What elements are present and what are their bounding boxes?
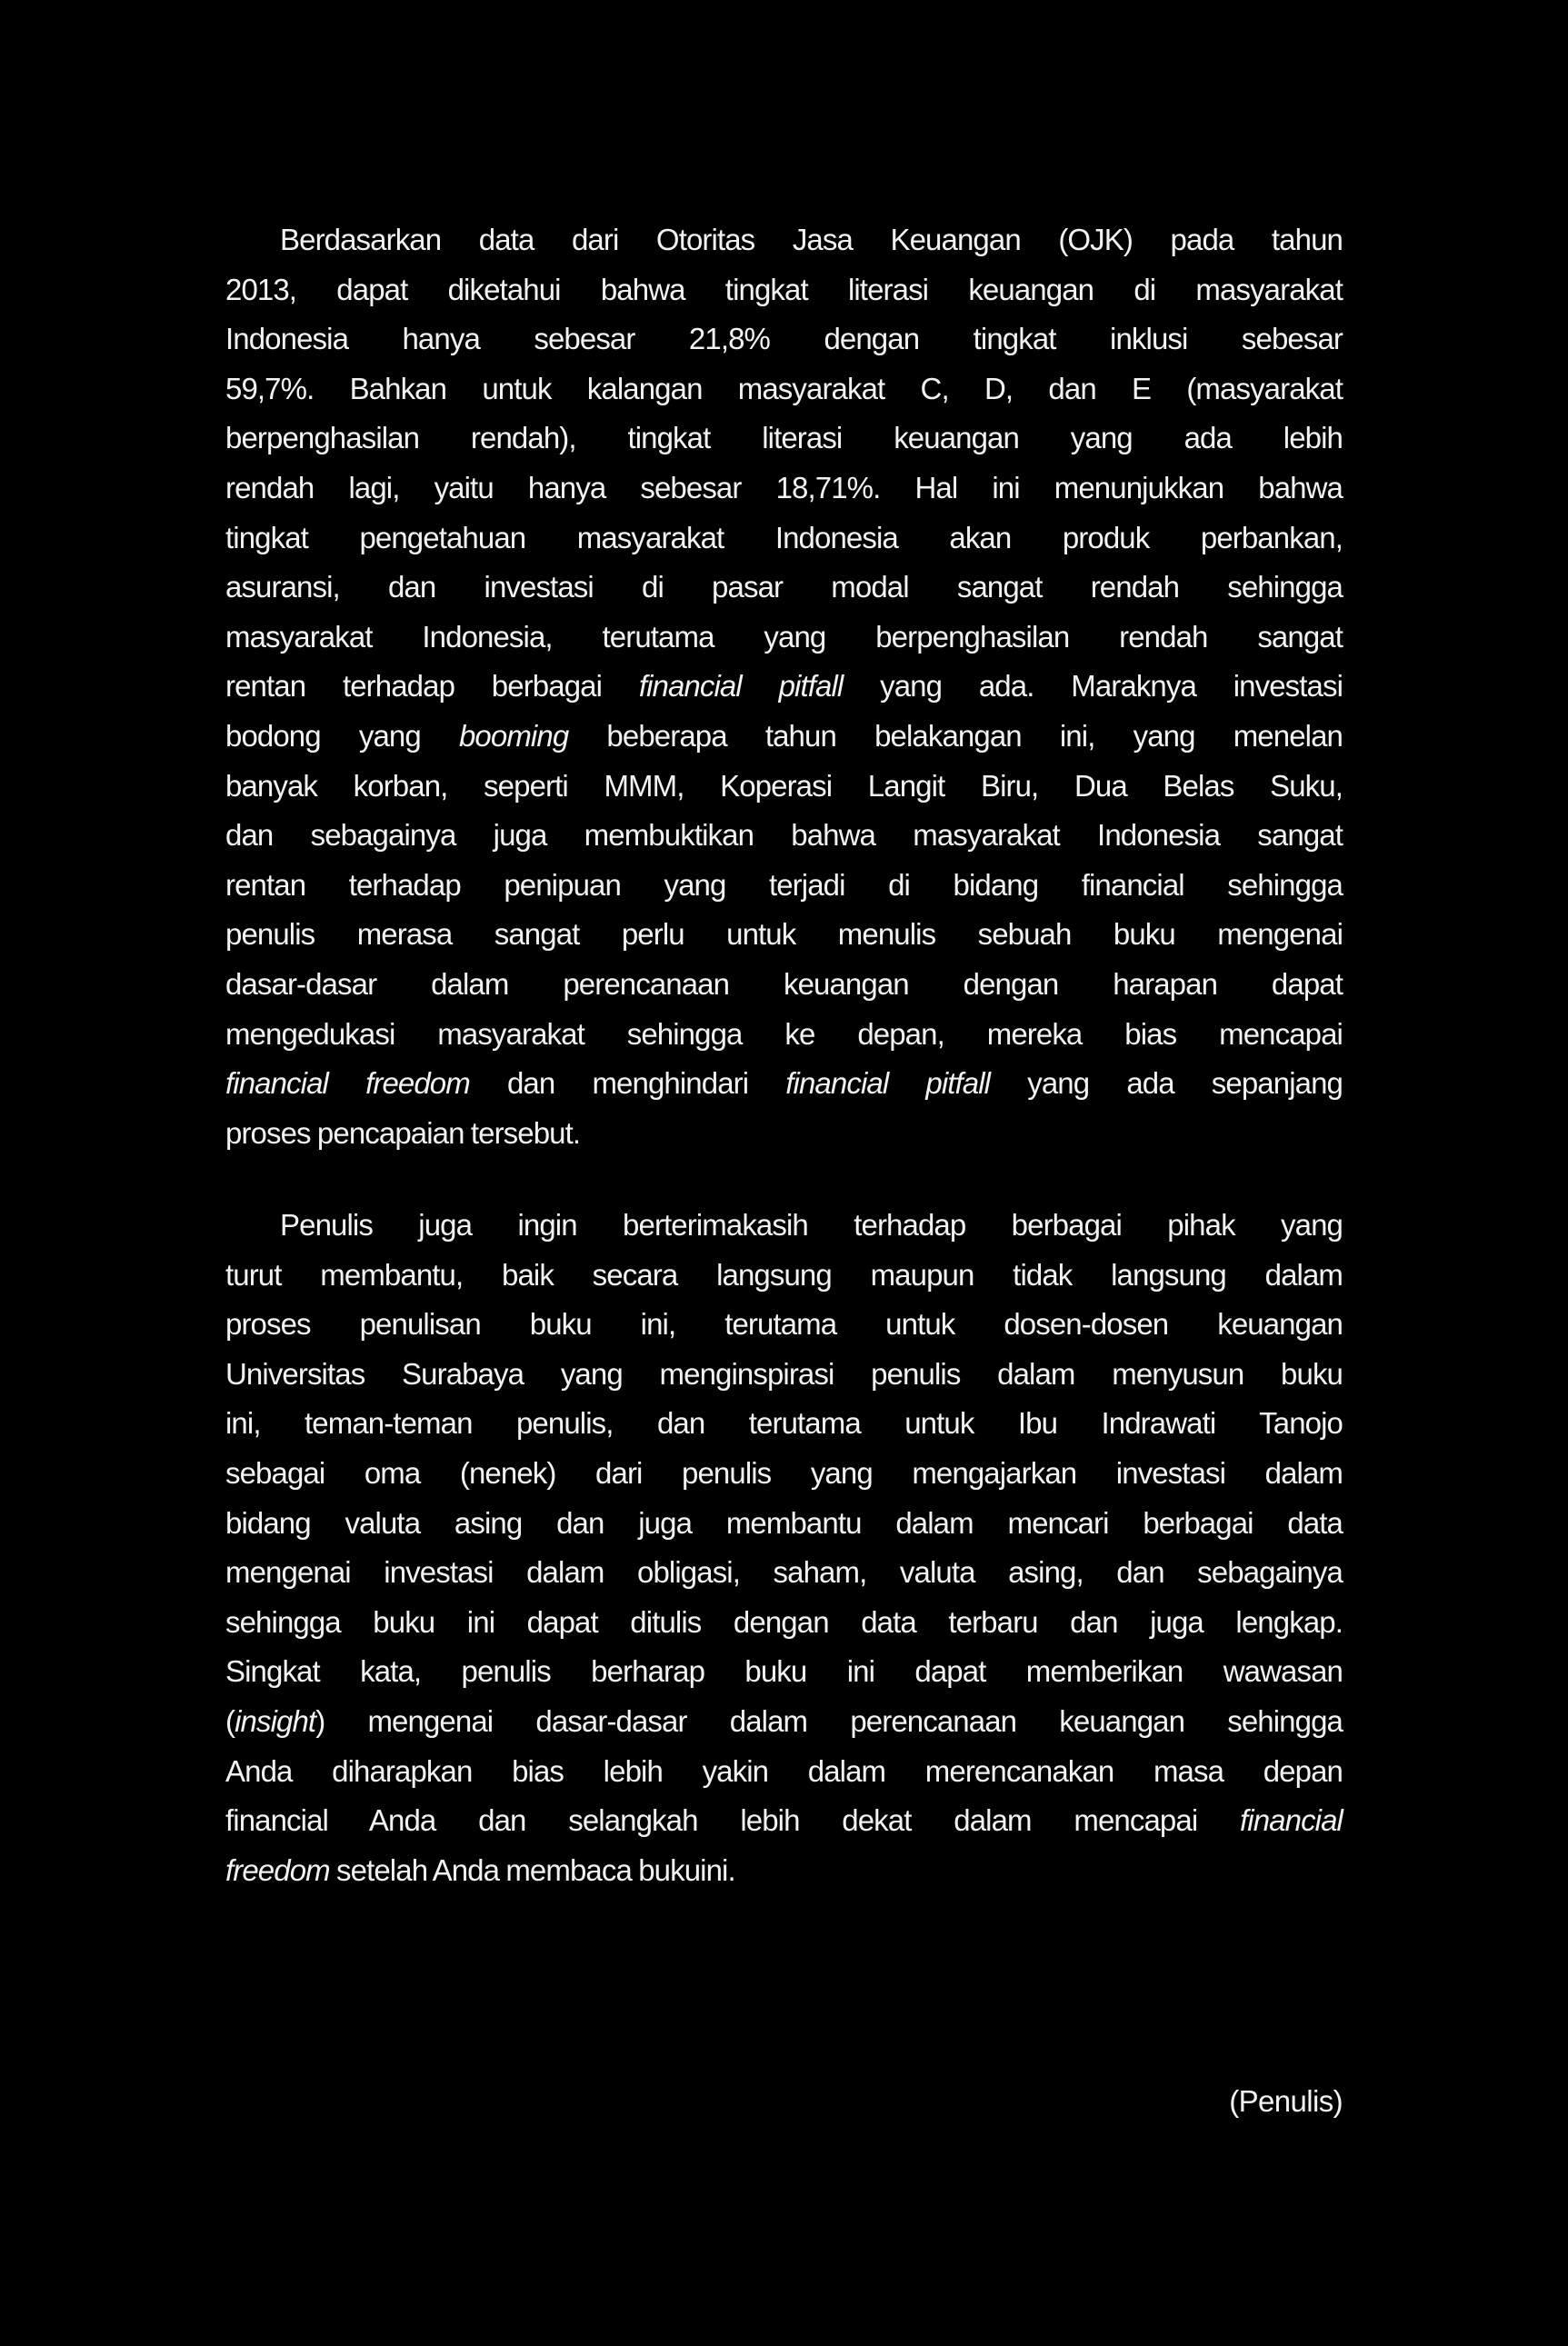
text-line: dasar-dasar dalam perencanaan keuangan dengan harapan dapat bbox=[225, 966, 1343, 1001]
italic-term: financial pitfall bbox=[785, 1066, 991, 1101]
text-line: Singkat kata, penulis berharap buku ini dapat memberikan wawasan bbox=[225, 1654, 1343, 1689]
text-line bbox=[225, 1796, 1343, 1846]
text-line: proses pencapaian tersebut. bbox=[225, 1115, 581, 1150]
text-line: 2013, dapat diketahui bahwa tingkat literasi keuangan di masyarakat bbox=[225, 272, 1343, 306]
text-run: beberapa tahun belakangan ini, yang menelan bbox=[568, 718, 1343, 753]
text-line: Berdasarkan data dari Otoritas Jasa Keuangan (OJK) pada tahun bbox=[280, 223, 1343, 256]
text-line: Universitas Surabaya yang menginspirasi penulis dalam menyusun buku bbox=[225, 1356, 1343, 1391]
text-line: 59,7%. Bahkan untuk kalangan masyarakat C, D, dan E (masyarakat bbox=[225, 371, 1343, 405]
text-line: rendah lagi, yaitu hanya sebesar 18,71%. Hal ini menunjukkan bahwa bbox=[225, 470, 1343, 504]
text-run: financial Anda dan selangkah lebih dekat dalam mencapai bbox=[225, 1803, 1241, 1838]
text-line: asuransi, dan investasi di pasar modal sangat rendah sehingga bbox=[225, 570, 1343, 604]
text-run: dan menghindari bbox=[469, 1066, 786, 1101]
text-run: rentan terhadap berbagai bbox=[225, 669, 639, 704]
text-run: ( bbox=[225, 1703, 235, 1738]
text-line: penulis merasa sangat perlu untuk menulis sebuah buku mengenai bbox=[225, 917, 1343, 952]
text-line bbox=[225, 1059, 1343, 1109]
text-line: proses penulisan buku ini, terutama untuk dosen-dosen keuangan bbox=[225, 1307, 1343, 1342]
text-line: Anda diharapkan bias lebih yakin dalam merencanakan masa depan bbox=[225, 1753, 1343, 1788]
italic-term: financial pitfall bbox=[638, 669, 844, 704]
text-run: ) mengenai dasar-dasar dalam perencanaan keuangan sehingga bbox=[315, 1703, 1343, 1738]
italic-term: financial freedom bbox=[225, 1066, 470, 1101]
text-run: yang ada. Maraknya investasi bbox=[843, 669, 1343, 704]
paragraph-ojk-literacy bbox=[225, 215, 1343, 1158]
text-run: setelah Anda membaca bukuini. bbox=[329, 1852, 735, 1887]
text-line: turut membantu, baik secara langsung maupun tidak langsung dalam bbox=[225, 1257, 1343, 1292]
italic-term: financial bbox=[1240, 1803, 1343, 1838]
text-line: mengenai investasi dalam obligasi, saham, valuta asing, dan sebagainya bbox=[225, 1555, 1343, 1590]
text-line bbox=[225, 1846, 1343, 1896]
author-signature: (Penulis) bbox=[1229, 2084, 1343, 2118]
text-line: banyak korban, seperti MMM, Koperasi Langit Biru, Dua Belas Suku, bbox=[225, 768, 1343, 803]
italic-term: freedom bbox=[225, 1852, 330, 1887]
text-line: Indonesia hanya sebesar 21,8% dengan tingkat inklusi sebesar bbox=[225, 322, 1343, 356]
text-line: bidang valuta asing dan juga membantu dalam mencari berbagai data bbox=[225, 1505, 1343, 1540]
text-line: masyarakat Indonesia, terutama yang berpenghasilan rendah sangat bbox=[225, 619, 1343, 654]
text-line: sebagai oma (nenek) dari penulis yang mengajarkan investasi dalam bbox=[225, 1455, 1343, 1490]
text-line: Penulis juga ingin berterimakasih terhadap berbagai pihak yang bbox=[280, 1208, 1343, 1242]
text-line bbox=[225, 712, 1343, 762]
italic-term: insight bbox=[235, 1703, 316, 1738]
text-line: sehingga buku ini dapat ditulis dengan data terbaru dan juga lengkap. bbox=[225, 1604, 1343, 1639]
text-run: bodong yang bbox=[225, 718, 459, 753]
text-line bbox=[225, 1697, 1343, 1747]
text-line: rentan terhadap penipuan yang terjadi di bidang financial sehingga bbox=[225, 867, 1343, 902]
text-line bbox=[225, 662, 1343, 712]
paragraph-acknowledgements bbox=[225, 1201, 1343, 1895]
text-line: dan sebagainya juga membuktikan bahwa masyarakat Indonesia sangat bbox=[225, 818, 1343, 853]
italic-term: booming bbox=[458, 718, 569, 753]
text-line: tingkat pengetahuan masyarakat Indonesia akan produk perbankan, bbox=[225, 520, 1343, 554]
text-line: ini, teman-teman penulis, dan terutama untuk Ibu Indrawati Tanojo bbox=[225, 1406, 1343, 1441]
text-line: mengedukasi masyarakat sehingga ke depan, mereka bias mencapai bbox=[225, 1016, 1343, 1051]
text-line: berpenghasilan rendah), tingkat literasi keuangan yang ada lebih bbox=[225, 421, 1343, 455]
text-run: yang ada sepanjang bbox=[990, 1066, 1343, 1101]
